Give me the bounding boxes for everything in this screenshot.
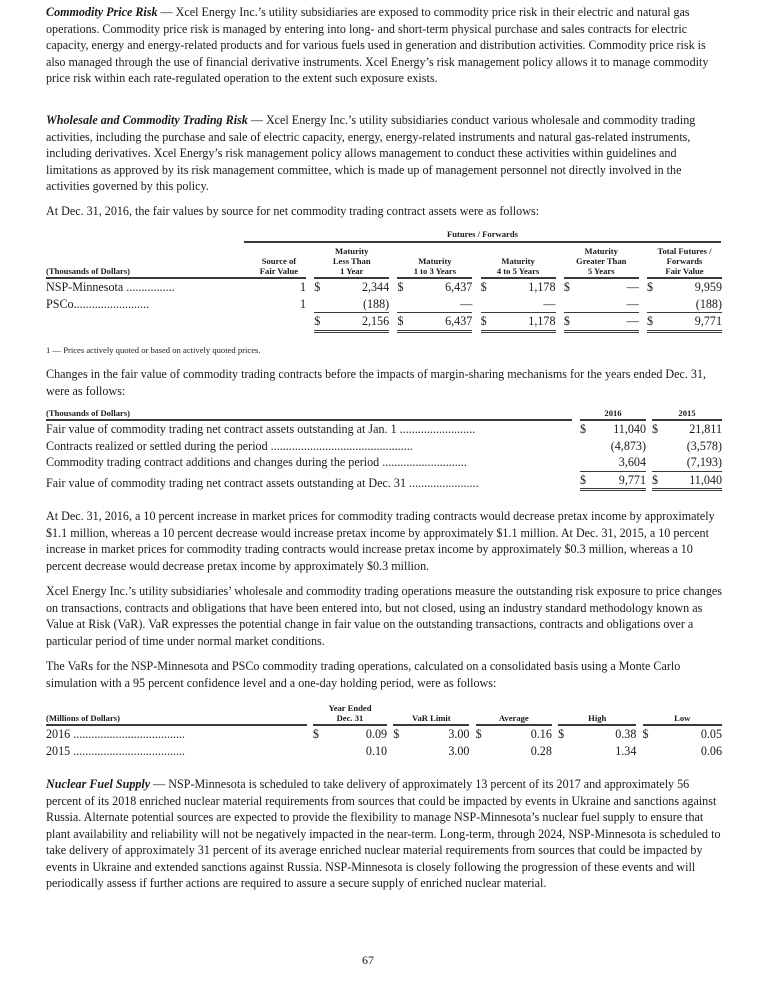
currency-symbol: $: [652, 422, 659, 436]
paragraph-sensitivity: At Dec. 31, 2016, a 10 percent increase in market prices for commodity trading contracts would decrease pretax income by approximately $1.1 million, whereas a 10 percent decrease would increase pretax income by approximately $1.1 million. At Dec. 31, 2015, a 10 percent increase in market prices for commodity trading contracts would increase pretax income by approximately $0.3 million, whereas a 10 percent decrease would decrease pretax income by approximately $0.3 million.: [46, 509, 715, 573]
currency-symbol: $: [397, 280, 404, 294]
table-row: [46, 279, 722, 296]
page-number: 67: [362, 953, 374, 967]
currency-symbol: $: [652, 471, 666, 492]
paragraph-commodity-price-risk: [46, 4, 722, 87]
currency-symbol: $: [647, 312, 662, 333]
value-2016: 3,604: [618, 455, 646, 469]
currency-symbol: [580, 438, 594, 455]
col-header-var-limit: VaR Limit: [393, 703, 469, 726]
currency-symbol: $: [563, 280, 570, 294]
maturity-4-5-value: —: [543, 296, 556, 311]
col-header-low: Low: [643, 703, 722, 726]
unit-header: (Millions of Dollars): [46, 703, 307, 726]
row-label: NSP-Minnesota ................: [46, 280, 175, 294]
changes-table: [46, 408, 722, 491]
total-lt-1: 2,156: [329, 312, 389, 333]
row-label: 2016 .....................................: [46, 727, 186, 741]
value-2016: 9,771: [594, 471, 646, 492]
currency-symbol: $: [642, 727, 649, 741]
currency-symbol: $: [475, 727, 482, 741]
average-value: 0.16: [530, 727, 552, 741]
unit-header: (Thousands of Dollars): [46, 246, 239, 279]
fair-value-header-row: [46, 246, 722, 279]
paragraph-text: — Xcel Energy Inc.’s utility subsidiaries conduct various wholesale and commodity trading activities, including the purchase and sale of electric capacity, energy, energy-related instruments and natural gas-related instruments, including derivatives. Xcel Energy’s risk management policy allows management to conduct these activities within guidelines and limitations as approved by its risk management committee, which is made up of management personnel not directly involved in the activities governed by this policy.: [46, 113, 696, 193]
unit-header: (Thousands of Dollars): [46, 408, 572, 421]
row-label: PSCo.........................: [46, 296, 150, 311]
changes-header-row: [46, 408, 722, 421]
maturity-4-5-value: 1,178: [528, 280, 556, 294]
source-value: 1: [299, 296, 306, 311]
col-header-year-ended: Year Ended Dec. 31: [313, 703, 387, 726]
paragraph-text: — NSP-Minnesota is scheduled to take delivery of approximately 13 percent of its 2017 and approximately 56 percent of its 2018 enriched nuclear material requirements from sources that could be impacted by events in Ukraine and sanctions against Russia. Alternate potential sources are expected to provide the flexibility to manage NSP-Minnesota’s nuclear fuel supply to ensure that plant availability and reliability will not be negatively impacted in the near-term. Long-term, through 2024, NSP-Minnesota is scheduled to take delivery of approximately 31 percent of its average enriched nuclear material requirements from sources that could be impacted by events in Ukraine and extended sanctions against Russia. NSP-Minnesota is closely following the progression of these events and will periodically assess if further actions are required to assure a secure supply of enriched nuclear material.: [46, 777, 721, 890]
total-gt-5: —: [578, 312, 638, 333]
currency-symbol: [393, 743, 407, 760]
spacer: [572, 471, 580, 492]
maturity-lt-1-value: (188): [362, 296, 390, 311]
spacer: [572, 421, 580, 438]
currency-symbol: $: [314, 280, 321, 294]
value-2015: (7,193): [686, 455, 722, 469]
high-value: 1.34: [615, 743, 637, 758]
currency-symbol: $: [312, 727, 319, 741]
currency-symbol: $: [580, 471, 594, 492]
paragraph-var-method: Xcel Energy Inc.’s utility subsidiaries’ wholesale and commodity trading operations measure the outstanding risk exposure to price changes on transactions, contracts and obligations that have been entered into, but not closed, using an industry standard methodology known as Value at Risk (VaR). VaR expresses the potential change in fair value on the outstanding transactions, contracts and obligations over a particular period of time under normal market conditions.: [46, 584, 722, 648]
col-header-maturity-1-3: Maturity 1 to 3 Years: [397, 246, 472, 279]
section-lead-commodity-price-risk: Commodity Price Risk: [46, 5, 158, 19]
currency-symbol: [580, 454, 594, 471]
average-value: 0.28: [530, 743, 552, 758]
high-value: 0.38: [615, 727, 637, 741]
currency-symbol: [643, 743, 657, 760]
currency-symbol: $: [393, 727, 400, 741]
paragraph-var-intro: The VaRs for the NSP-Minnesota and PSCo commodity trading operations, calculated on a consolidated basis using a Monte Carlo simulation with a 95 percent confidence level and a one-day holding period, were as follows:: [46, 659, 681, 690]
maturity-1-3-value: —: [460, 296, 473, 311]
table-row: [46, 421, 722, 438]
row-label: Fair value of commodity trading net contract assets outstanding at Jan. 1 .........................: [46, 422, 476, 436]
paragraph-nuclear-fuel-supply: [46, 776, 722, 892]
paragraph-changes-intro: Changes in the fair value of commodity trading contracts before the impacts of margin-sharing mechanisms for the years ended Dec. 31, were as follows:: [46, 367, 707, 398]
source-value: 1: [299, 280, 306, 294]
table-row: [46, 438, 722, 455]
total-value: (188): [695, 296, 722, 311]
total-1-3: 6,437: [412, 312, 472, 333]
futures-forwards-group-header: Futures / Forwards: [244, 229, 721, 243]
currency-symbol: $: [564, 312, 579, 333]
currency-symbol: $: [314, 312, 329, 333]
currency-symbol: [652, 438, 666, 455]
total-value: 9,959: [694, 280, 722, 294]
currency-symbol: [558, 743, 572, 760]
currency-symbol: [313, 743, 327, 760]
col-header-source: Source of Fair Value: [252, 246, 306, 279]
value-2015: (3,578): [686, 438, 722, 453]
col-header-average: Average: [476, 703, 552, 726]
var-limit-value: 3.00: [448, 727, 470, 741]
currency-symbol: $: [397, 312, 412, 333]
totals-row: [46, 312, 722, 333]
spacer: [572, 438, 580, 455]
value-2016: 11,040: [613, 422, 646, 436]
col-header-2015: 2015: [652, 408, 722, 421]
total-total: 9,771: [662, 312, 722, 333]
table-row: [46, 296, 722, 313]
currency-symbol: [652, 454, 666, 471]
value-2015: 11,040: [666, 471, 722, 492]
year-end-value: 0.09: [365, 727, 388, 741]
value-2016: (4,873): [610, 438, 646, 453]
col-header-maturity-4-5: Maturity 4 to 5 Years: [481, 246, 556, 279]
currency-symbol: $: [558, 727, 565, 741]
var-limit-value: 3.00: [448, 743, 470, 758]
currency-symbol: $: [580, 422, 587, 436]
paragraph-text: — Xcel Energy Inc.’s utility subsidiaries are exposed to commodity price risk in their electric and natural gas operations. Commodity price risk is managed by entering into long- and short-term physical purchase and sales contracts for electric capacity, energy and energy-related products and for various fuels used in generation and distribution activities. Commodity price risk is also managed through the use of financial derivative instruments. Xcel Energy’s risk management policy allows it to manage commodity price risk within each rate-regulated operation to the extent such exposure exists.: [46, 5, 709, 85]
section-lead-wholesale-trading-risk: Wholesale and Commodity Trading Risk: [46, 113, 248, 127]
row-label: 2015 .....................................: [46, 743, 186, 758]
col-header-total: Total Futures / Forwards Fair Value: [647, 246, 722, 279]
section-lead-nuclear-fuel-supply: Nuclear Fuel Supply: [46, 777, 151, 791]
paragraph-wholesale-trading-risk: [46, 112, 722, 195]
maturity-lt-1-value: 2,344: [361, 280, 390, 294]
table-row: [46, 471, 722, 492]
paragraph-fair-values-intro: At Dec. 31, 2016, the fair values by source for net commodity trading contract assets were as follows:: [46, 204, 540, 218]
row-label: Commodity trading contract additions and changes during the period ............................: [46, 455, 467, 469]
value-2015: 21,811: [689, 422, 722, 436]
currency-symbol: $: [481, 312, 496, 333]
var-header-row: [46, 703, 722, 726]
col-header-2016: 2016: [580, 408, 646, 421]
currency-symbol: [476, 743, 490, 760]
var-table: [46, 703, 722, 759]
maturity-1-3-value: 6,437: [445, 280, 473, 294]
table-row: [46, 743, 722, 760]
spacer: [572, 454, 580, 471]
year-end-value: 0.10: [365, 743, 388, 758]
row-label: Contracts realized or settled during the period ...............................................: [46, 438, 413, 453]
col-header-high: High: [558, 703, 636, 726]
low-value: 0.05: [700, 727, 722, 741]
low-value: 0.06: [700, 743, 722, 758]
maturity-gt-5-value: —: [626, 280, 639, 294]
footnote: 1 — Prices actively quoted or based on actively quoted prices.: [46, 345, 261, 355]
col-header-maturity-gt-5: Maturity Greater Than 5 Years: [564, 246, 639, 279]
currency-symbol: $: [646, 280, 654, 294]
row-label: Fair value of commodity trading net contract assets outstanding at Dec. 31 .......................: [46, 475, 479, 490]
currency-symbol: $: [480, 280, 487, 294]
maturity-gt-5-value: —: [626, 296, 639, 311]
table-row: [46, 454, 722, 471]
fair-value-table: [46, 246, 722, 333]
col-header-maturity-lt-1: Maturity Less Than 1 Year: [314, 246, 389, 279]
table-row: [46, 726, 722, 743]
total-4-5: 1,178: [495, 312, 555, 333]
